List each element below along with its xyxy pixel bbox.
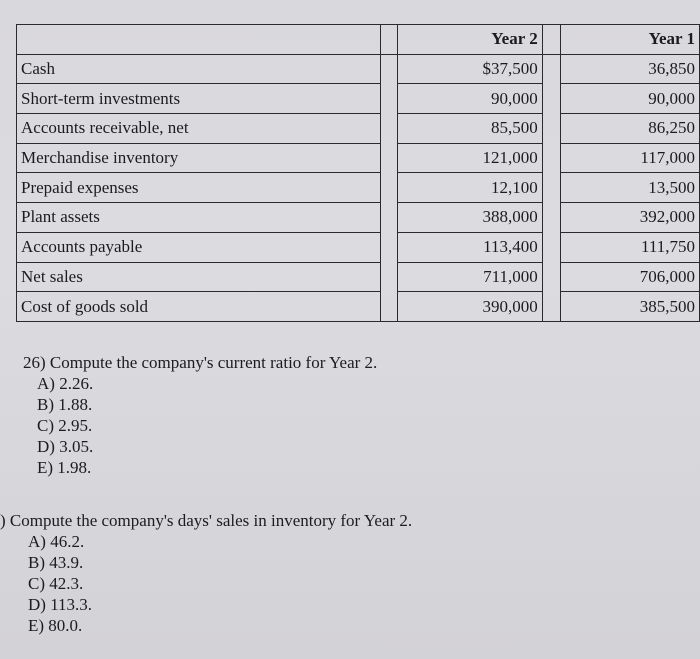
question-26: [23, 352, 377, 478]
row-label: Net sales: [17, 262, 381, 292]
table-row: [17, 292, 700, 322]
year1-value: 117,000: [560, 143, 699, 173]
row-label: Short-term investments: [17, 84, 381, 114]
year1-value: 385,500: [560, 292, 699, 322]
year2-value: 90,000: [398, 84, 542, 114]
header-label-cell: [17, 25, 381, 55]
year1-value: 392,000: [560, 203, 699, 233]
year1-value: 706,000: [560, 262, 699, 292]
question-stem: 26) Compute the company's current ratio for Year 2.: [23, 353, 378, 372]
header-year2: Year 2: [398, 25, 542, 55]
year1-value: 36,850: [560, 54, 699, 84]
row-label: Plant assets: [17, 203, 381, 233]
row-label: Cost of goods sold: [17, 292, 381, 322]
table-row: [17, 54, 700, 84]
year2-value: 121,000: [398, 143, 542, 173]
answer-option-c[interactable]: C) 2.95.: [37, 416, 93, 435]
answer-option-c[interactable]: C) 42.3.: [28, 574, 84, 593]
answer-option-e[interactable]: E) 1.98.: [37, 458, 92, 477]
table-header-row: [17, 25, 700, 55]
year2-value: 113,400: [398, 232, 542, 262]
table-row: [17, 173, 700, 203]
financial-data-table: [16, 24, 700, 322]
year1-value: 86,250: [560, 114, 699, 144]
year2-value: 711,000: [398, 262, 542, 292]
answer-option-a[interactable]: A) 2.26.: [37, 374, 94, 393]
answer-option-b[interactable]: B) 43.9.: [28, 553, 84, 572]
question-27: [0, 510, 412, 636]
year1-value: 90,000: [560, 84, 699, 114]
table-row: [17, 114, 700, 144]
year2-value: 85,500: [398, 114, 542, 144]
row-label: Merchandise inventory: [17, 143, 381, 173]
table-row: [17, 84, 700, 114]
answer-option-d[interactable]: D) 113.3.: [28, 595, 93, 614]
row-label: Cash: [17, 54, 381, 84]
year1-value: 13,500: [560, 173, 699, 203]
header-year1: Year 1: [560, 25, 699, 55]
table-row: [17, 262, 700, 292]
year2-value: 390,000: [398, 292, 542, 322]
year2-value: 12,100: [398, 173, 542, 203]
table-row: [17, 232, 700, 262]
row-label: Prepaid expenses: [17, 173, 381, 203]
year2-value: 388,000: [398, 203, 542, 233]
row-label: Accounts payable: [17, 232, 381, 262]
answer-option-b[interactable]: B) 1.88.: [37, 395, 93, 414]
answer-option-e[interactable]: E) 80.0.: [28, 616, 83, 635]
year1-value: 111,750: [560, 232, 699, 262]
question-stem: ) Compute the company's days' sales in inventory for Year 2.: [0, 511, 413, 530]
year2-value: $37,500: [398, 54, 542, 84]
row-label: Accounts receivable, net: [17, 114, 381, 144]
table-row: [17, 203, 700, 233]
table-row: [17, 143, 700, 173]
answer-option-a[interactable]: A) 46.2.: [28, 532, 85, 551]
answer-option-d[interactable]: D) 3.05.: [37, 437, 94, 456]
